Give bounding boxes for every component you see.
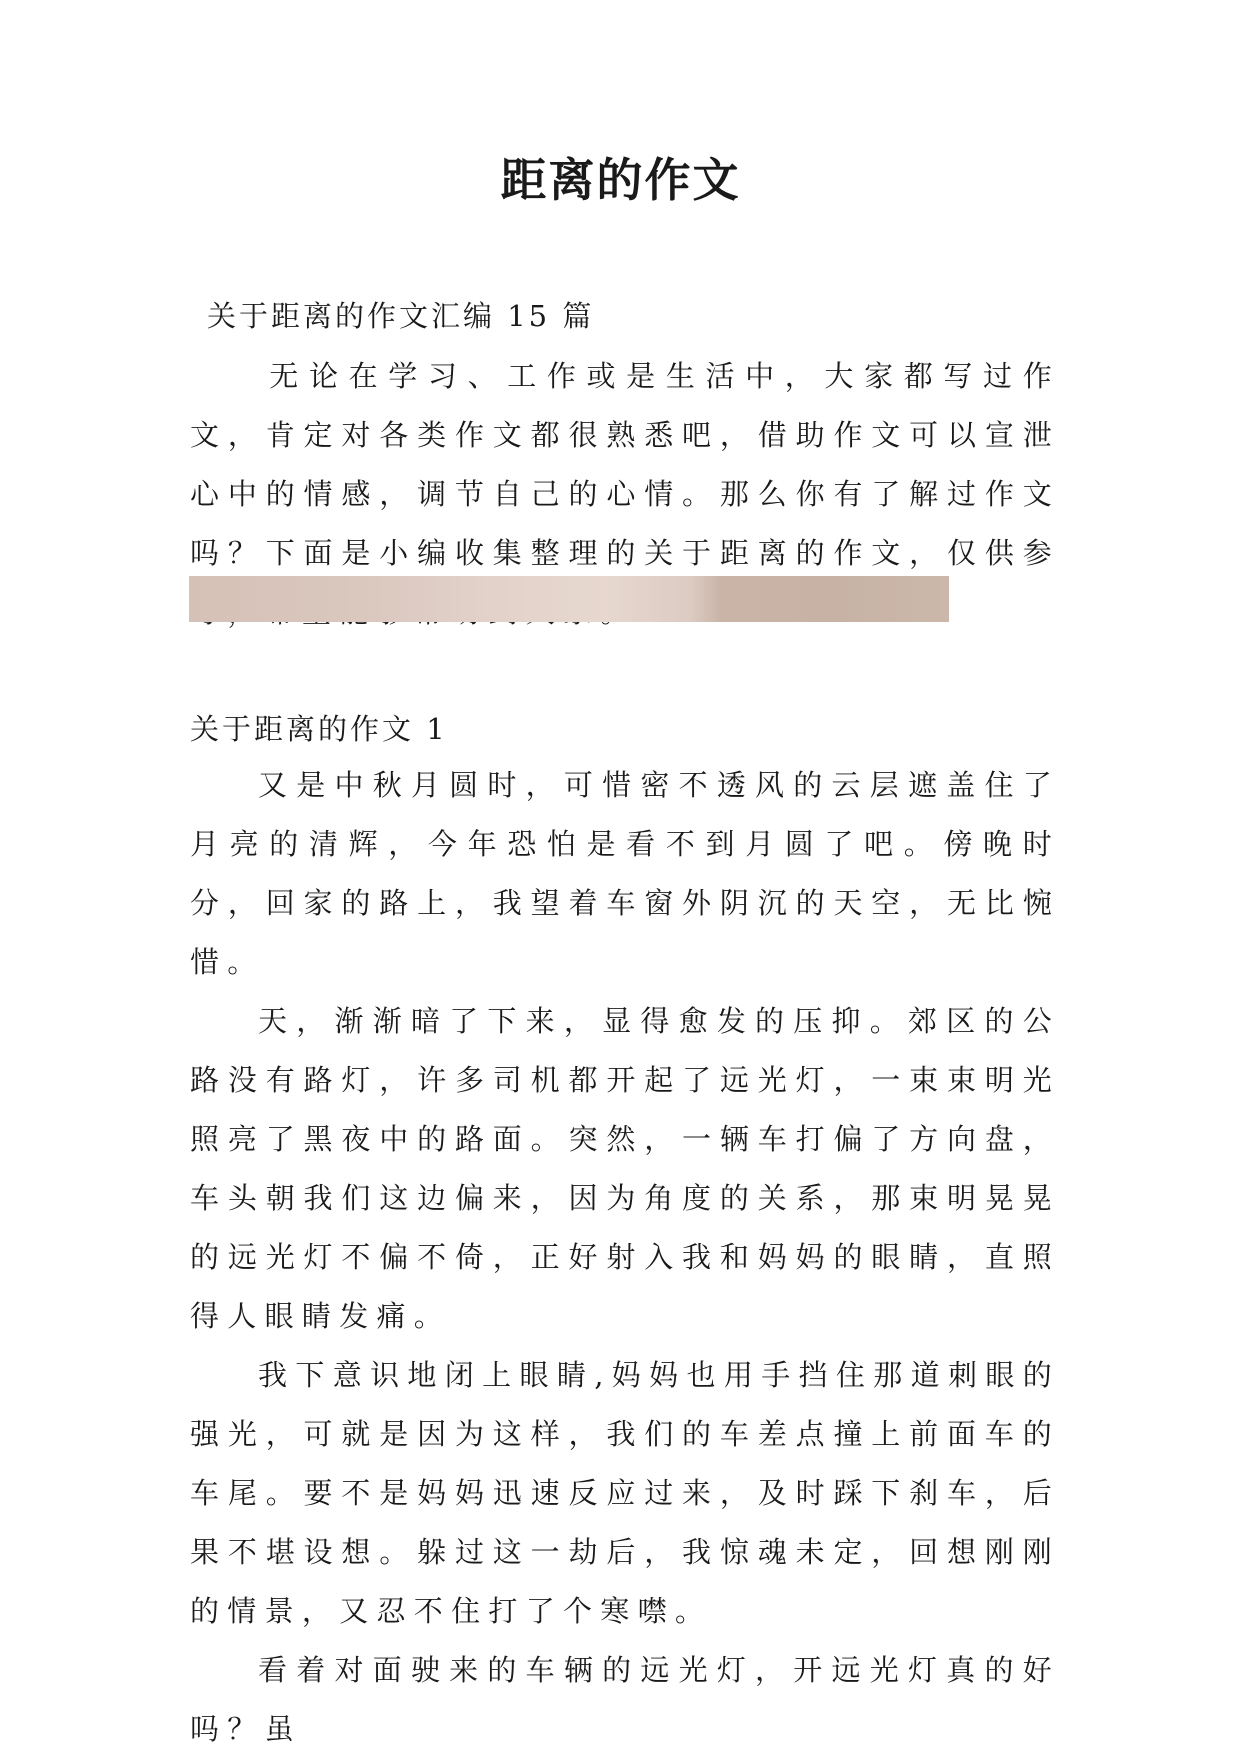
essay-body — [190, 756, 1060, 1759]
section-heading: 关于距离的作文 1 — [190, 712, 448, 746]
banner-image — [189, 576, 949, 622]
intro-paragraph: 无论在学习、工作或是生活中，大家都写过作文，肯定对各类作文都很熟悉吧，借助作文可以宣泄心中的情感，调节自己的心情。那么你有了解过作文吗？下面是小编收集整理的关于距离的作文，仅供参 — [190, 359, 1060, 570]
document-subtitle: 关于距离的作文汇编 15 篇 — [207, 299, 595, 333]
essay-paragraph: 我下意识地闭上眼睛,妈妈也用手挡住那道刺眼的强光，可就是因为这样，我们的车差点撞上前面车的车尾。要不是妈妈迅速反应过来，及时踩下刹车，后果不堪设想。躲过这一劫后，我惊魂未定，回想刚刚的情景，又忍不住打了个寒噤。 — [190, 1358, 1060, 1628]
essay-paragraph: 又是中秋月圆时，可惜密不透风的云层遮盖住了月亮的清辉，今年恐怕是看不到月圆了吧。傍晚时分，回家的路上，我望着车窗外阴沉的天空，无比惋惜。 — [190, 768, 1060, 979]
essay-paragraph: 天，渐渐暗了下来，显得愈发的压抑。郊区的公路没有路灯，许多司机都开起了远光灯，一束束明光照亮了黑夜中的路面。突然，一辆车打偏了方向盘，车头朝我们这边偏来，因为角度的关系，那束明晃晃的远光灯不偏不倚，正好射入我和妈妈的眼睛，直照得人眼睛发痛。 — [190, 1004, 1060, 1333]
document-title: 距离的作文 — [500, 153, 741, 207]
essay-paragraph: 看着对面驶来的车辆的远光灯，开远光灯真的好吗？虽 — [190, 1653, 1060, 1746]
